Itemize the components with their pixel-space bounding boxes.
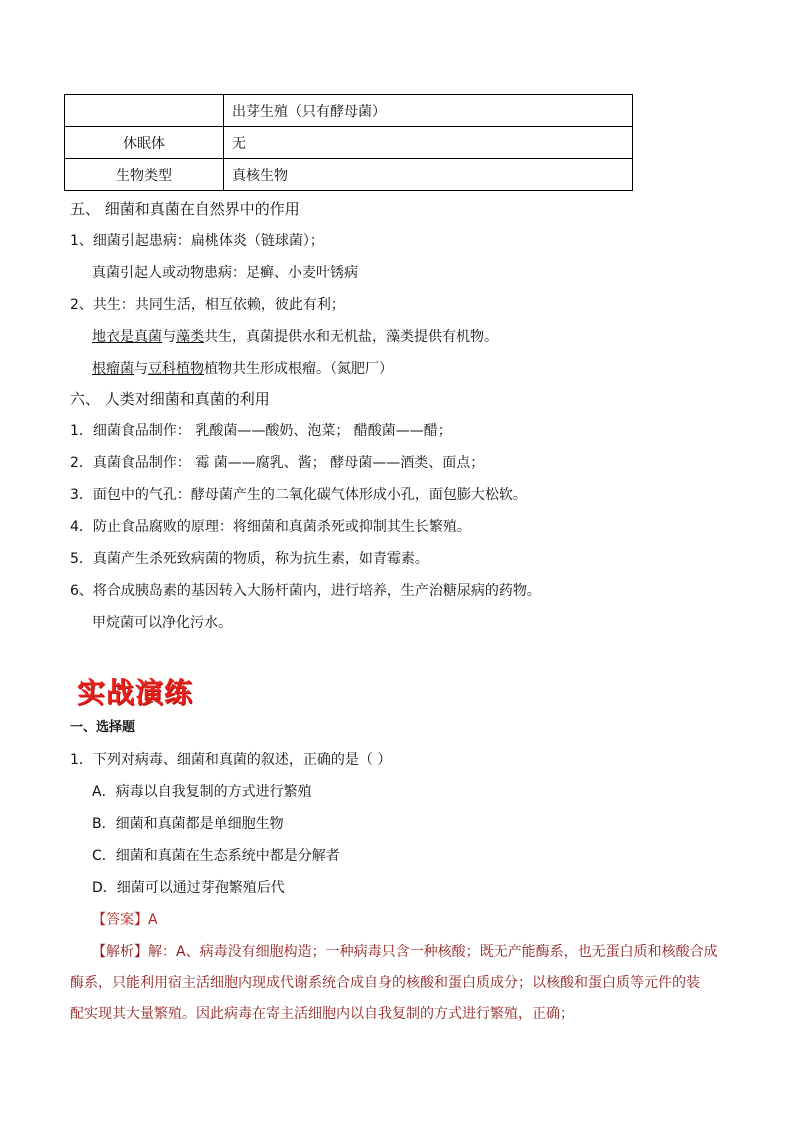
paragraph-line: 2、共生：共同生活，相互依赖，彼此有利； xyxy=(70,297,345,313)
table-value-cell: 无 xyxy=(224,127,633,159)
list-item: 5．真菌产生杀死致病菌的物质，称为抗生素，如青霉素。 xyxy=(70,551,429,567)
paragraph-line: 1、细菌引起患病：扁桃体炎（链球菌）； xyxy=(70,233,324,249)
list-item: 1．细菌食品制作： 乳酸菌——酸奶、泡菜； 醋酸菌——醋； xyxy=(70,423,452,439)
paragraph-line: 真菌引起人或动物患病：足癣、小麦叶锈病 xyxy=(92,265,358,281)
text-span: 与 xyxy=(162,329,176,345)
option-d: D．细菌可以通过芽孢繁殖后代 xyxy=(92,880,285,896)
paragraph-line: 甲烷菌可以净化污水。 xyxy=(92,615,232,631)
underlined-term: 根瘤菌 xyxy=(92,361,134,377)
text-span: 与 xyxy=(134,361,148,377)
comparison-table xyxy=(64,94,633,191)
option-b: B．细菌和真菌都是单细胞生物 xyxy=(92,816,284,832)
table-label-cell xyxy=(65,95,224,127)
table-row xyxy=(65,159,633,191)
option-c: C．细菌和真菌在生态系统中都是分解者 xyxy=(92,848,340,864)
table-value-cell: 真核生物 xyxy=(224,159,633,191)
paragraph-line xyxy=(92,327,498,347)
answer-label: 【答案】A xyxy=(92,912,158,928)
underlined-term: 豆科植物 xyxy=(148,361,204,377)
table-label-cell: 生物类型 xyxy=(65,159,224,191)
table-row xyxy=(65,127,633,159)
underlined-term: 藻类 xyxy=(176,329,204,345)
table-value-cell: 出芽生殖（只有酵母菌） xyxy=(224,95,633,127)
list-item: 4．防止食品腐败的原理：将细菌和真菌杀死或抑制其生长繁殖。 xyxy=(70,519,471,535)
section-heading-5: 五、 细菌和真菌在自然界中的作用 xyxy=(70,200,300,218)
practice-banner: 实战演练 xyxy=(77,676,194,709)
underlined-term: 地衣是 xyxy=(92,329,134,345)
list-item: 3．面包中的气孔：酵母菌产生的二氧化碳气体形成小孔，面包膨大松软。 xyxy=(70,487,527,503)
text-span: 植物共生形成根瘤。（氮肥厂） xyxy=(204,361,393,377)
option-a: A．病毒以自我复制的方式进行繁殖 xyxy=(92,784,312,800)
text-span: 共生，真菌提供水和无机盐，藻类提供有机物。 xyxy=(204,329,498,345)
table-row xyxy=(65,95,633,127)
question-type-heading: 一、选择题 xyxy=(70,720,136,735)
analysis-line: 酶系，只能利用宿主活细胞内现成代谢系统合成自身的核酸和蛋白质成分；以核酸和蛋白质等元件的装 xyxy=(70,975,700,991)
list-item: 2．真菌食品制作： 霉 菌——腐乳、酱； 酵母菌——酒类、面点； xyxy=(70,455,485,471)
list-item: 6、将合成胰岛素的基因转入大肠杆菌内，进行培养，生产治糖尿病的药物。 xyxy=(70,583,541,599)
table-label-cell: 休眠体 xyxy=(65,127,224,159)
question-stem: 1．下列对病毒、细菌和真菌的叙述，正确的是（ ） xyxy=(70,752,392,768)
section-heading-6: 六、 人类对细菌和真菌的利用 xyxy=(70,390,270,408)
underlined-term: 真菌 xyxy=(134,329,162,345)
analysis-line: 配实现其大量繁殖。因此病毒在寄主活细胞内以自我复制的方式进行繁殖，正确； xyxy=(70,1006,574,1022)
paragraph-line xyxy=(92,359,393,379)
analysis-line: 【解析】解：A、病毒没有细胞构造；一种病毒只含一种核酸；既无产能酶系，也无蛋白质和核酸合成 xyxy=(92,944,718,960)
